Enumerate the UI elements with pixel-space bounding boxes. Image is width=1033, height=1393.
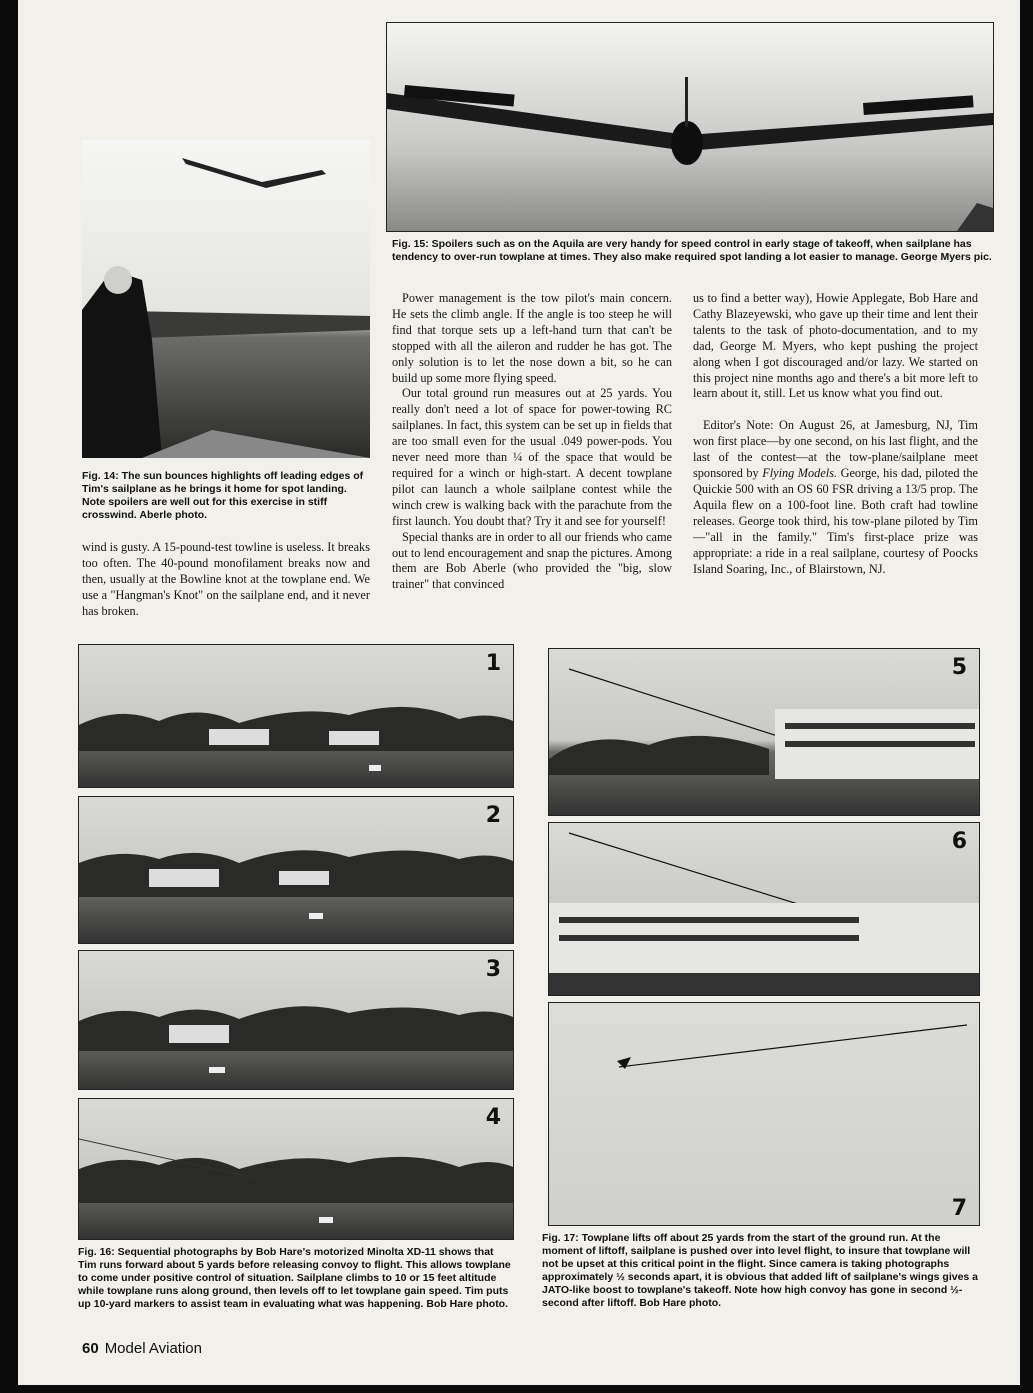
editors-note-b: George, his dad, piloted the Quickie 500 with an OS 60 FSR driving a 13/5 prop. The Aquila flew on a 100-foot line. Both craft had towline releases. George took third, his tow-plane piloted by Tim—"all in the family." Tim's first-place prize was appropriate: a ride in a real sailplane, courtesy of Poocks Island Soaring, Inc., of Blairstown, NJ. xyxy=(693,466,978,576)
col2-para-3: Special thanks are in order to all our friends who came out to lend encouragement and snap the pictures. Among them are Bob Aberle (who provided the "big, slow trainer" that convinced xyxy=(392,529,672,592)
editors-note-a: Editor's Note: On August 26, at Jamesburg, NJ, Tim won first place—by one second, on his last flight, and the last of the contest—at the tow-plane/sailplane meet sponsored by xyxy=(693,418,978,481)
runway-scene-2 xyxy=(79,797,513,943)
seq-photo-4 xyxy=(78,1098,514,1240)
seq-number-2: 2 xyxy=(485,803,501,828)
runway-scene-4 xyxy=(79,1099,513,1239)
col1-para-1: wind is gusty. A 15-pound-test towline is useless. It breaks too often. The 40-pound monofilament breaks now and then, usually at the Bowline knot at the towplane end. We use a "Hangman's Knot" on the sailplane end, and it never has broken. xyxy=(82,540,370,618)
seq-number-6: 6 xyxy=(951,829,967,854)
building-scene-6 xyxy=(549,823,979,995)
seq-photo-1 xyxy=(78,644,514,788)
col2-para-2: Our total ground run measures out at 25 yards. You really don't need a lot of space for power-towing RC sailplanes. In fact, this system can be set up in fields that are too small even for the usual .049 power-pods. You never need more than ¼ of the space that would be required for a winch or high-start. A decent towplane pilot can launch a whole sailplane contest while the winch crew is walking back with the parachute from the first launch. You doubt that? Try it and see for yourself! xyxy=(392,386,672,528)
seq-photo-6 xyxy=(548,822,980,996)
fig14-photo xyxy=(82,140,370,458)
col2-para-1: Power management is the tow pilot's main concern. He sets the climb angle. If the angle is too steep he will find that torque sets up a left-hand turn that can't be stopped with all the aileron and rudder he has got. The only solution is to let the nose down a bit, so he can build up some more flying speed. xyxy=(392,291,672,385)
magazine-page xyxy=(18,0,1020,1385)
fig14-caption: Fig. 14: The sun bounces highlights off leading edges of Tim's sailplane as he brings it home for spot landing. Note spoilers are well out for this exercise in stiff crosswind. Aberle photo. xyxy=(82,470,364,521)
seq-number-4: 4 xyxy=(485,1105,501,1130)
seq-photo-2 xyxy=(78,796,514,944)
page-footer xyxy=(82,1340,202,1357)
building-scene-5 xyxy=(549,649,979,815)
runway-scene-3 xyxy=(79,951,513,1089)
glider-overhead-image xyxy=(387,23,993,231)
sky-scene-7 xyxy=(549,1003,979,1225)
column-2 xyxy=(392,291,672,593)
fig15-caption: Fig. 15: Spoilers such as on the Aquila are very handy for speed control in early stage of takeoff, when sailplane has tendency to over-run towplane at times. They also make required spot landing a lot easier to manage. George Myers pic. xyxy=(392,238,992,263)
fig17-caption: Fig. 17: Towplane lifts off about 25 yards from the start of the ground run. At the moment of liftoff, sailplane is pushed over into level flight, to insure that towplane will not be upset at this critical point in the flight. Since camera is taking photographs approximately ½ seconds apart, it is obvious that added lift of sailplane's wings gives a JATO-like boost to towplane's takeoff. Note how high convoy has gone in second ½-second after liftoff. Bob Hare photo. xyxy=(542,1232,979,1309)
seq-photo-5 xyxy=(548,648,980,816)
pilot-sailplane-image xyxy=(82,140,370,458)
flying-models-title: Flying Models. xyxy=(762,466,838,481)
seq-number-5: 5 xyxy=(951,655,967,680)
col3-para-1: us to find a better way), Howie Applegate, Bob Hare and Cathy Blazeyewski, who gave up their time and lent their talents to the task of photo-documentation, and to my dad, George M. Myers, who kept pushing the project along when I got discouraged and/or lazy. We started on this project nine months ago and there's a bit more left to learn about it, still. Let us know what you find out. xyxy=(693,291,978,401)
seq-number-3: 3 xyxy=(485,957,501,982)
page-number: 60 xyxy=(82,1340,99,1357)
fig15-photo xyxy=(386,22,994,232)
column-1 xyxy=(82,540,370,620)
runway-scene-1 xyxy=(79,645,513,787)
seq-photo-3 xyxy=(78,950,514,1090)
seq-number-7: 7 xyxy=(951,1196,967,1221)
seq-photo-7 xyxy=(548,1002,980,1226)
magazine-name: Model Aviation xyxy=(104,1340,202,1357)
col3-para-2 xyxy=(693,418,978,577)
seq-number-1: 1 xyxy=(485,651,501,676)
column-3 xyxy=(693,291,978,577)
fig16-caption: Fig. 16: Sequential photographs by Bob Hare's motorized Minolta XD-11 shows that Tim runs forward about 5 yards before releasing convoy to flight. This allows towplane to come under positive control of situation. Sailplane climbs to 10 or 15 feet altitude while towplane runs along ground, then levels off to let towplane gain speed. Tim puts up 10-yard markers to assist team in evaluating what was happening. Bob Hare photo. xyxy=(78,1246,511,1310)
